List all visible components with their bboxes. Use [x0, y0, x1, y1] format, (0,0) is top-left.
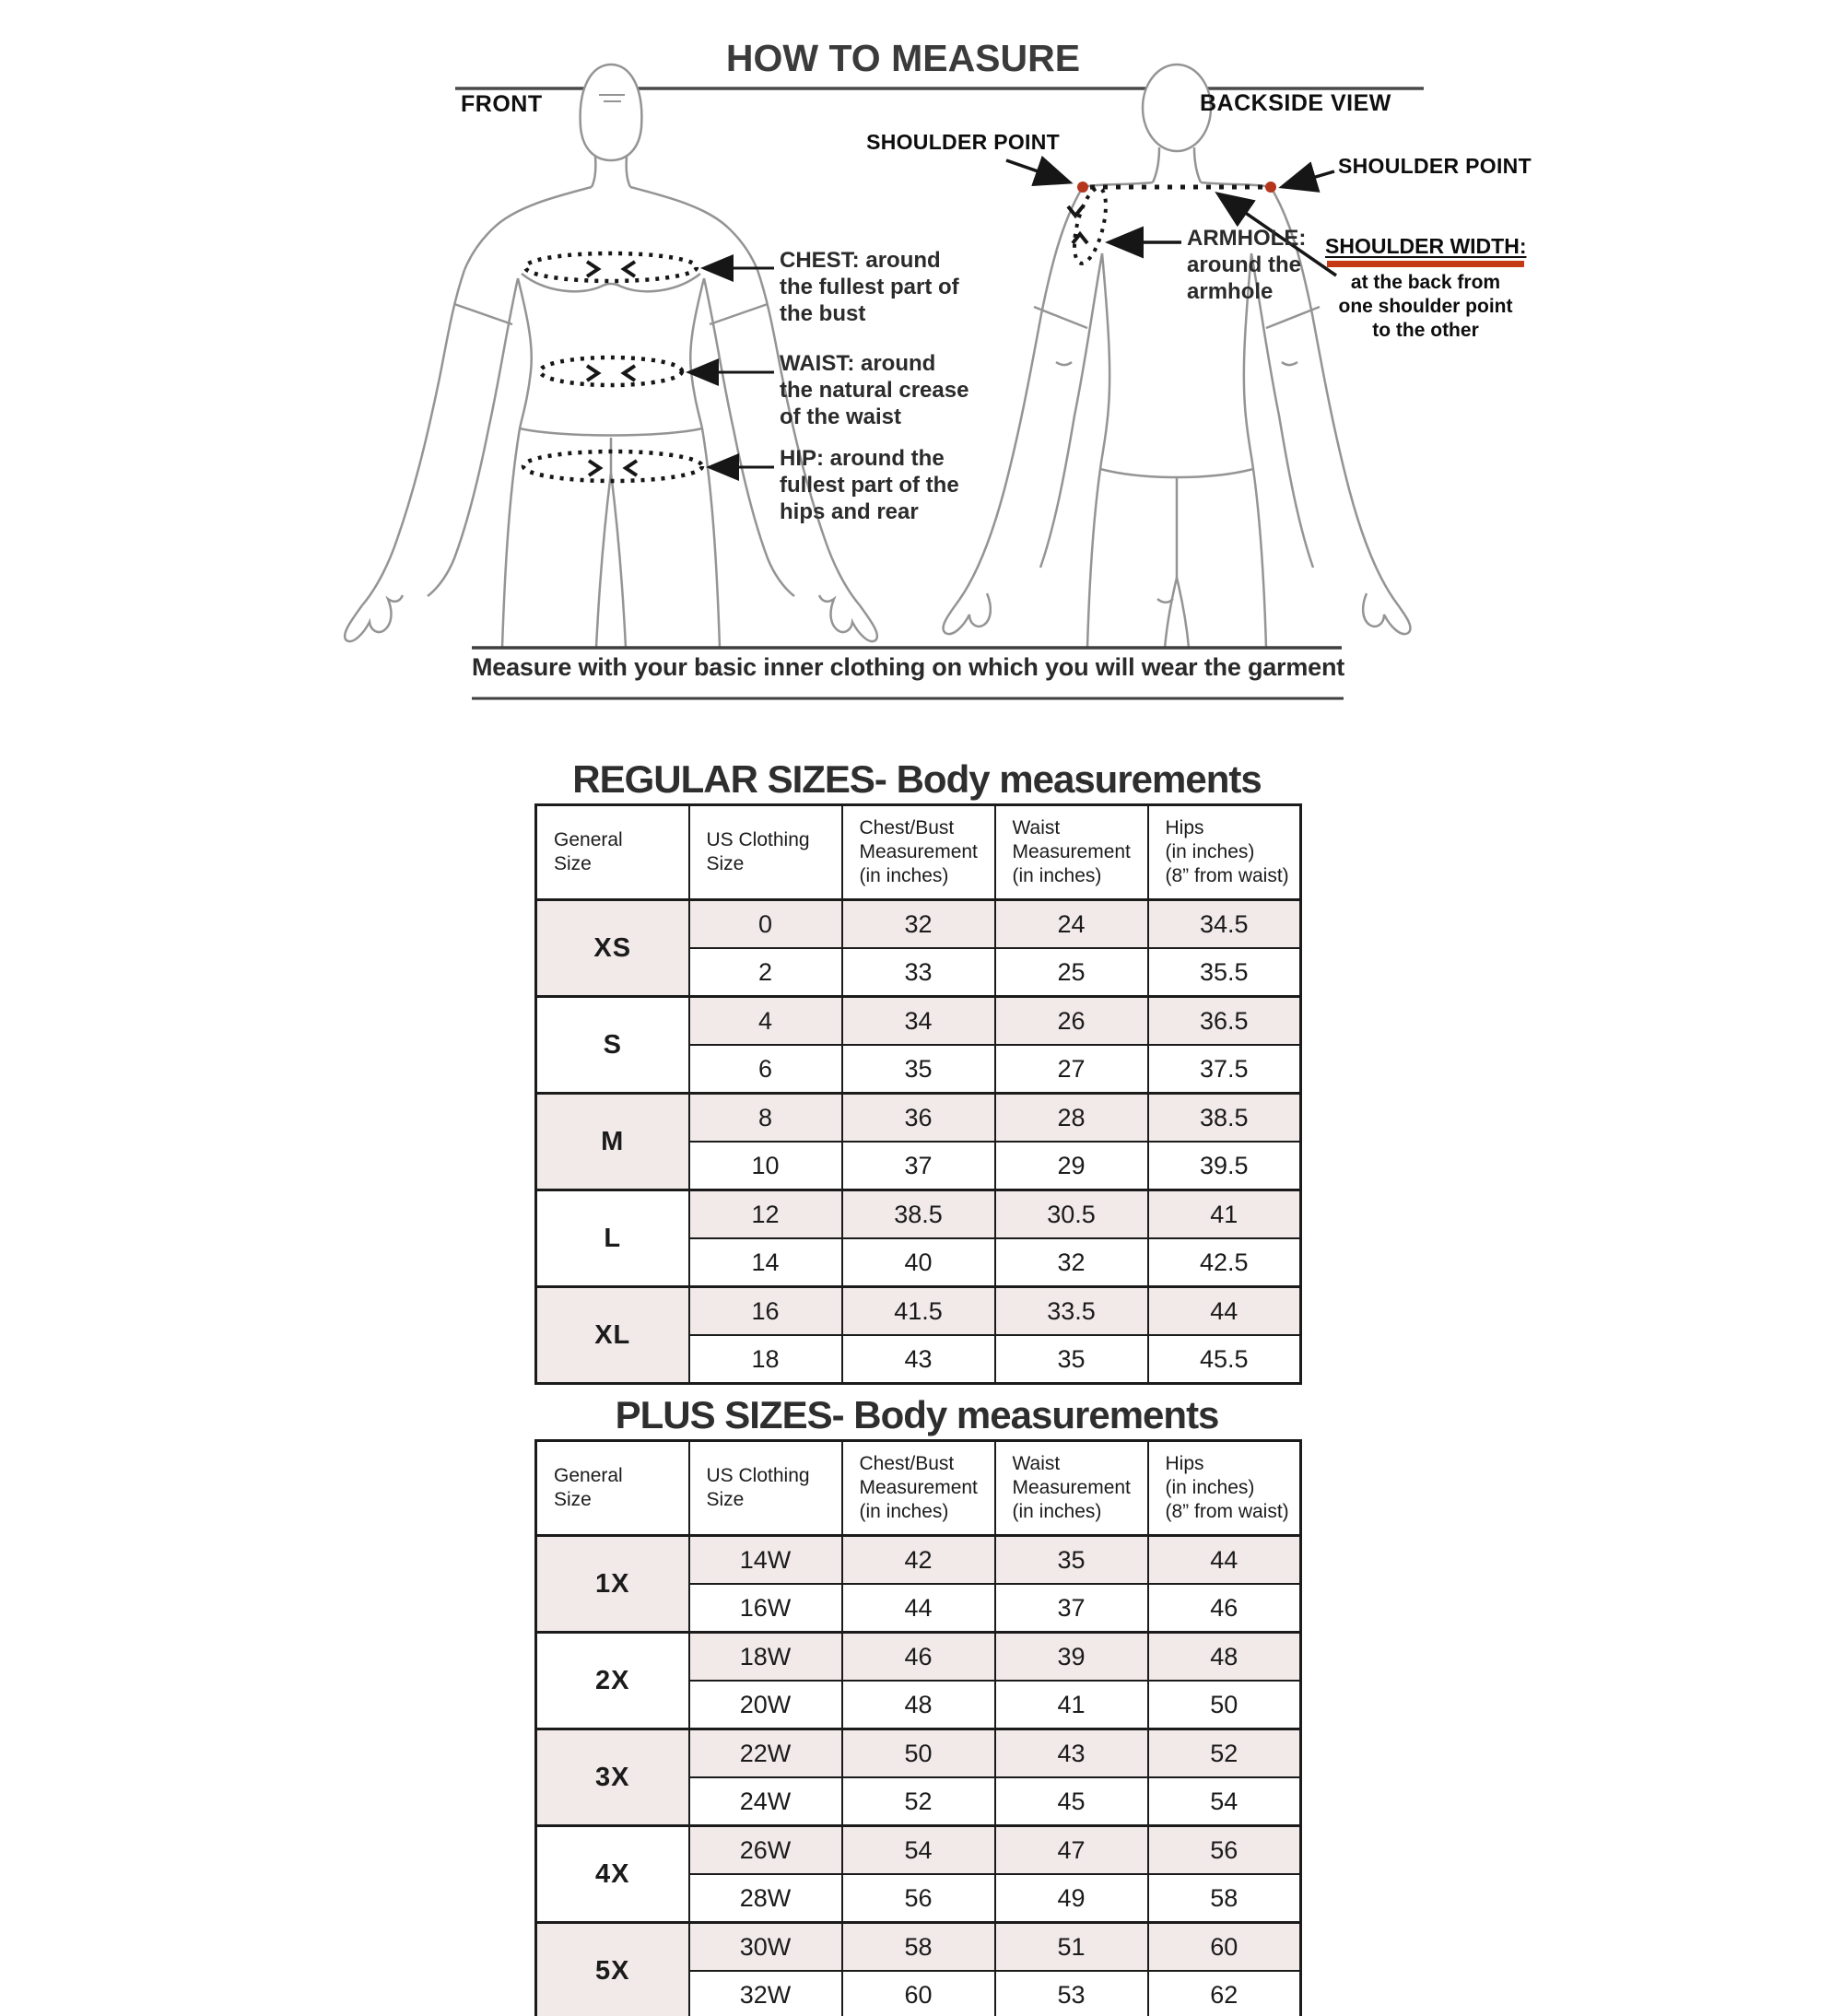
header-line: US Clothing: [706, 829, 810, 850]
data-cell: 43: [842, 1335, 995, 1384]
data-cell: 29: [995, 1142, 1148, 1190]
table-row-XL-1: [536, 1287, 1301, 1336]
data-cell: 47: [995, 1826, 1148, 1875]
header-line: (in inches): [859, 865, 949, 886]
header-line: Measurement: [1012, 1477, 1131, 1498]
armhole-label-line: around the: [1187, 252, 1301, 277]
back-view-label: BACKSIDE VIEW: [1200, 90, 1391, 116]
shoulder-point-dot-left: [1077, 182, 1088, 193]
armhole-measure-ellipse: [1068, 185, 1111, 266]
data-cell: 44: [1148, 1287, 1301, 1336]
data-cell: 2: [689, 948, 842, 997]
data-cell: 53: [995, 1971, 1148, 2016]
data-cell: 6: [689, 1045, 842, 1094]
data-cell: 43: [995, 1729, 1148, 1778]
data-cell: 0: [689, 900, 842, 949]
waist-label-line: the natural crease: [780, 378, 969, 403]
data-cell: 42: [842, 1536, 995, 1585]
header-cell-1: [689, 1441, 842, 1536]
data-cell: 52: [1148, 1729, 1301, 1778]
data-cell: 45: [995, 1777, 1148, 1826]
hip-arrow-in-left: [589, 461, 600, 475]
data-cell: 20W: [689, 1681, 842, 1729]
header-cell-0: [536, 805, 689, 900]
header-line: US Clothing: [706, 1465, 810, 1486]
header-line: Chest/Bust: [859, 817, 955, 838]
data-cell: 30W: [689, 1923, 842, 1972]
data-cell: 48: [842, 1681, 995, 1729]
page-title: HOW TO MEASURE: [725, 37, 1081, 79]
shoulder-point-left-label: SHOULDER POINT: [866, 130, 1060, 154]
header-line: Hips: [1165, 1453, 1204, 1474]
data-cell: 35: [842, 1045, 995, 1094]
data-cell: 49: [995, 1874, 1148, 1923]
data-cell: 54: [1148, 1777, 1301, 1826]
header-line: Waist: [1012, 817, 1061, 838]
data-cell: 14: [689, 1238, 842, 1287]
data-cell: 58: [842, 1923, 995, 1972]
table-row-XS-1: [536, 900, 1301, 949]
data-cell: 26: [995, 997, 1148, 1046]
shoulder-point-left-arrow: [1006, 160, 1067, 182]
data-cell: 48: [1148, 1633, 1301, 1682]
data-cell: 35: [995, 1335, 1148, 1384]
hip-label-line: hips and rear: [780, 499, 919, 524]
data-cell: 35: [995, 1536, 1148, 1585]
header-cell-0: [536, 1441, 689, 1536]
data-cell: 12: [689, 1190, 842, 1239]
table-row-2X-1: [536, 1633, 1301, 1682]
shoulder-width-description-line: one shoulder point: [1338, 296, 1513, 317]
table-row-4X-1: [536, 1826, 1301, 1875]
data-cell: 50: [842, 1729, 995, 1778]
front-view-label: FRONT: [461, 91, 543, 117]
plus-sizes-title: PLUS SIZES- Body measurements: [615, 1393, 1219, 1436]
shoulder-width-red-underline: [1327, 261, 1524, 267]
data-cell: 41: [1148, 1190, 1301, 1239]
header-line: Hips: [1165, 817, 1204, 838]
data-cell: 34: [842, 997, 995, 1046]
header-line: (in inches): [1012, 1501, 1102, 1522]
data-cell: 38.5: [1148, 1094, 1301, 1143]
data-cell: 32W: [689, 1971, 842, 2016]
data-cell: 56: [1148, 1826, 1301, 1875]
waist-arrow-in-left: [587, 366, 598, 381]
size-group-cell: 4X: [536, 1826, 689, 1923]
back-left-sleeve: [1034, 307, 1087, 328]
back-left-elbow: [1056, 362, 1072, 365]
data-cell: 32: [842, 900, 995, 949]
shoulder-width-description: [1325, 271, 1526, 343]
chest-label: [780, 247, 982, 327]
chest-measure-ellipse: [525, 253, 697, 281]
data-cell: 58: [1148, 1874, 1301, 1923]
chest-arrow-in-left: [587, 262, 598, 276]
data-cell: 41: [995, 1681, 1148, 1729]
header-line: Measurement: [859, 841, 978, 862]
header-line: Size: [554, 1489, 592, 1510]
data-cell: 40: [842, 1238, 995, 1287]
data-cell: 44: [1148, 1536, 1301, 1585]
back-hip-line: [1100, 469, 1253, 477]
data-cell: 37: [995, 1584, 1148, 1633]
size-group-cell: M: [536, 1094, 689, 1190]
header-cell-4: [1148, 1441, 1301, 1536]
shoulder-width-title: SHOULDER WIDTH:: [1325, 234, 1527, 258]
armhole-label-line: armhole: [1187, 279, 1274, 304]
front-shirt-hem: [520, 428, 702, 436]
chest-arrow-in-right: [624, 262, 635, 276]
data-cell: 37.5: [1148, 1045, 1301, 1094]
data-cell: 16W: [689, 1584, 842, 1633]
header-cell-3: [995, 805, 1148, 900]
data-cell: 56: [842, 1874, 995, 1923]
data-cell: 35.5: [1148, 948, 1301, 997]
data-cell: 38.5: [842, 1190, 995, 1239]
back-right-hand: [1363, 593, 1410, 634]
chest-label-line: CHEST: around: [780, 248, 941, 273]
data-cell: 52: [842, 1777, 995, 1826]
header-line: (8” from waist): [1165, 865, 1289, 886]
data-cell: 36.5: [1148, 997, 1301, 1046]
front-left-hand: [345, 595, 403, 641]
data-cell: 50: [1148, 1681, 1301, 1729]
data-cell: 16: [689, 1287, 842, 1336]
header-line: Measurement: [859, 1477, 978, 1498]
data-cell: 28: [995, 1094, 1148, 1143]
header-line: Size: [706, 1489, 745, 1510]
data-cell: 36: [842, 1094, 995, 1143]
data-cell: 37: [842, 1142, 995, 1190]
front-bust-line: [522, 274, 700, 291]
data-cell: 60: [842, 1971, 995, 2016]
header-cell-1: [689, 805, 842, 900]
data-cell: 30.5: [995, 1190, 1148, 1239]
shoulder-point-right-arrow: [1285, 171, 1334, 186]
data-cell: 33: [842, 948, 995, 997]
front-right-hand: [819, 595, 877, 641]
data-cell: 54: [842, 1826, 995, 1875]
data-cell: 18W: [689, 1633, 842, 1682]
header-line: (8” from waist): [1165, 1501, 1289, 1522]
table-row-5X-1: [536, 1923, 1301, 1972]
regular-sizes-title: REGULAR SIZES- Body measurements: [572, 757, 1262, 801]
back-right-sleeve: [1266, 307, 1320, 328]
data-cell: 39: [995, 1633, 1148, 1682]
chest-label-line: the fullest part of: [780, 275, 959, 299]
chest-label-line: the bust: [780, 301, 866, 326]
table-row-3X-1: [536, 1729, 1301, 1778]
data-cell: 24: [995, 900, 1148, 949]
table-row-L-1: [536, 1190, 1301, 1239]
size-group-cell: 2X: [536, 1633, 689, 1729]
data-cell: 62: [1148, 1971, 1301, 2016]
data-cell: 51: [995, 1923, 1148, 1972]
data-cell: 24W: [689, 1777, 842, 1826]
hip-label-line: fullest part of the: [780, 473, 959, 498]
data-cell: 45.5: [1148, 1335, 1301, 1384]
back-knee-tick: [1157, 599, 1173, 603]
data-cell: 28W: [689, 1874, 842, 1923]
data-cell: 33.5: [995, 1287, 1148, 1336]
size-group-cell: 1X: [536, 1536, 689, 1633]
header-cell-4: [1148, 805, 1301, 900]
data-cell: 42.5: [1148, 1238, 1301, 1287]
header-cell-3: [995, 1441, 1148, 1536]
data-cell: 14W: [689, 1536, 842, 1585]
data-cell: 22W: [689, 1729, 842, 1778]
header-line: (in inches): [859, 1501, 949, 1522]
data-cell: 27: [995, 1045, 1148, 1094]
data-cell: 46: [842, 1633, 995, 1682]
data-cell: 46: [1148, 1584, 1301, 1633]
header-line: (in inches): [1165, 1477, 1255, 1498]
table-row-M-1: [536, 1094, 1301, 1143]
regular-sizes-table: [534, 803, 1302, 1385]
hip-label: [780, 445, 992, 525]
size-group-cell: 3X: [536, 1729, 689, 1826]
header-line: (in inches): [1012, 865, 1102, 886]
data-cell: 34.5: [1148, 900, 1301, 949]
waist-arrow-in-right: [624, 366, 635, 381]
waist-label-line: of the waist: [780, 404, 902, 429]
size-group-cell: XS: [536, 900, 689, 997]
header-row: [536, 805, 1301, 900]
plus-sizes-table: [534, 1439, 1302, 2016]
table-row-S-1: [536, 997, 1301, 1046]
size-group-cell: XL: [536, 1287, 689, 1384]
header-line: Size: [706, 853, 745, 874]
size-group-cell: L: [536, 1190, 689, 1287]
data-cell: 60: [1148, 1923, 1301, 1972]
waist-measure-ellipse: [540, 357, 682, 385]
shoulder-point-right-label: SHOULDER POINT: [1338, 154, 1532, 178]
waist-label: [780, 350, 992, 430]
header-line: (in inches): [1165, 841, 1255, 862]
header-row: [536, 1441, 1301, 1536]
data-cell: 41.5: [842, 1287, 995, 1336]
size-group-cell: 5X: [536, 1923, 689, 2016]
data-cell: 44: [842, 1584, 995, 1633]
size-group-cell: S: [536, 997, 689, 1094]
back-right-elbow: [1282, 362, 1297, 365]
data-cell: 18: [689, 1335, 842, 1384]
data-cell: 4: [689, 997, 842, 1046]
header-line: Chest/Bust: [859, 1453, 955, 1474]
back-left-hand: [944, 593, 991, 634]
hip-label-line: HIP: around the: [780, 446, 945, 471]
header-cell-2: [842, 1441, 995, 1536]
front-right-sleeve: [710, 304, 768, 324]
armhole-label-line: ARMHOLE:: [1187, 226, 1307, 251]
shoulder-width-description-line: at the back from: [1350, 272, 1501, 293]
waist-label-line: WAIST: around: [780, 351, 936, 376]
shoulder-width-description-line: to the other: [1372, 320, 1479, 341]
front-left-sleeve: [454, 304, 512, 324]
data-cell: 32: [995, 1238, 1148, 1287]
data-cell: 8: [689, 1094, 842, 1143]
hip-arrow-in-right: [626, 461, 637, 475]
header-line: General: [554, 1465, 623, 1486]
header-cell-2: [842, 805, 995, 900]
header-line: General: [554, 829, 623, 850]
data-cell: 26W: [689, 1826, 842, 1875]
header-line: Size: [554, 853, 592, 874]
table-row-1X-1: [536, 1536, 1301, 1585]
data-cell: 25: [995, 948, 1148, 997]
header-line: Measurement: [1012, 841, 1131, 862]
data-cell: 39.5: [1148, 1142, 1301, 1190]
hip-measure-ellipse: [523, 451, 702, 481]
header-line: Waist: [1012, 1453, 1061, 1474]
measuring-instruction-note: Measure with your basic inner clothing on which you will wear the garment: [472, 653, 1345, 681]
shoulder-point-dot-right: [1265, 182, 1276, 193]
shoulder-width-label: [1325, 234, 1526, 343]
data-cell: 10: [689, 1142, 842, 1190]
